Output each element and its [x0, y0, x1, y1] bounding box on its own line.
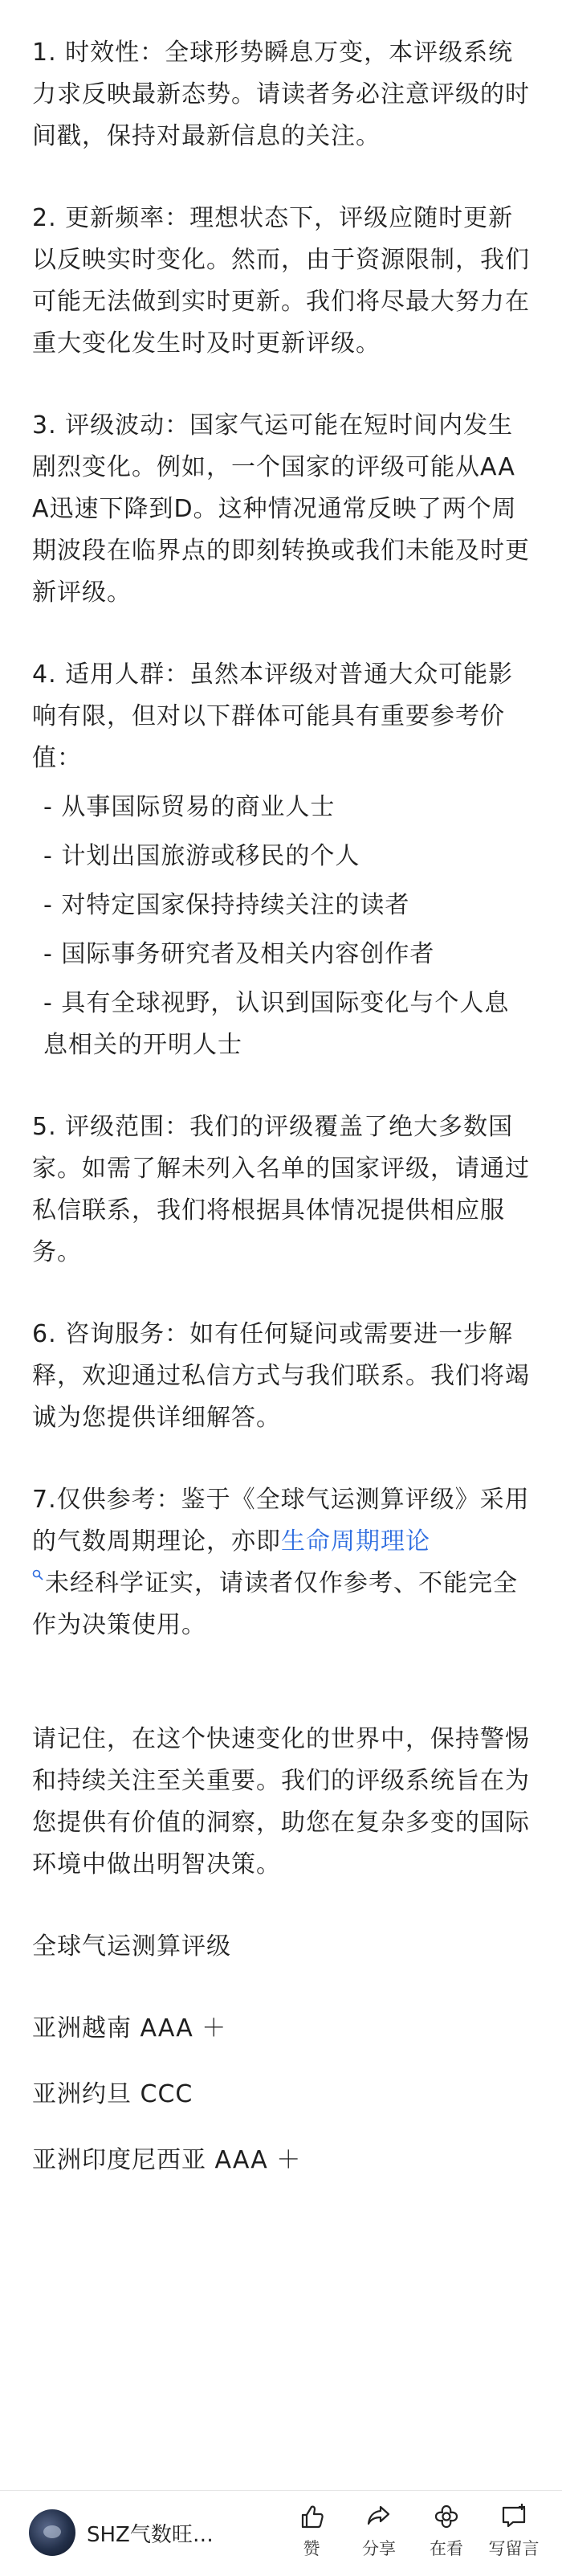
flower-icon — [430, 2500, 462, 2533]
link-text[interactable]: 生命周期理论 — [281, 1527, 430, 1556]
watching-label: 在看 — [430, 2539, 463, 2558]
thumbs-up-icon — [295, 2500, 328, 2533]
list-item: - 国际事务研究者及相关内容创作者 — [43, 940, 435, 968]
rating-row: 亚洲印度尼西亚 AAA ＋ — [32, 2146, 302, 2174]
comment-button[interactable] — [480, 2500, 548, 2560]
reference-text-before: 7.仅供参考：鉴于《全球气运测算评级》采用的气数周期理论，亦即 — [32, 1486, 530, 1556]
rating-row: 亚洲越南 AAA ＋ — [32, 2014, 227, 2042]
paragraph-audience: 4. 适用人群：虽然本评级对普通大众可能影响有限，但对以下群体可能具有重要参考价值： — [32, 660, 514, 772]
search-icon — [32, 1569, 43, 1580]
paragraph-rating-scope: 5. 评级范围：我们的评级覆盖了绝大多数国家。如需了解未列入名单的国家评级，请通过私信联系，我们将根据具体情况提供相应服务。 — [32, 1113, 530, 1266]
reference-text-after: 未经科学证实，请读者仅作参考、不能完全作为决策使用。 — [32, 1569, 518, 1639]
author-name[interactable]: SHZ气数旺… — [87, 2522, 214, 2547]
like-label: 赞 — [303, 2539, 320, 2558]
paragraph-consulting: 6. 咨询服务：如有任何疑问或需要进一步解释，欢迎通过私信方式与我们联系。我们将竭诚为您提供详细解答。 — [32, 1320, 530, 1432]
rating-row: 亚洲约旦 CCC — [32, 2080, 193, 2108]
comment-label: 写留言 — [488, 2539, 540, 2558]
like-button[interactable] — [278, 2500, 345, 2560]
paragraph-reference-only — [32, 1479, 530, 1646]
list-item: - 从事国际贸易的商业人士 — [43, 793, 336, 821]
rating-list-title: 全球气运测算评级 — [32, 1932, 231, 1961]
share-label: 分享 — [362, 2539, 396, 2558]
share-button[interactable] — [345, 2500, 413, 2560]
paragraph-rating-volatility: 3. 评级波动：国家气运可能在短时间内发生剧烈变化。例如，一个国家的评级可能从AAA迅速下降到D。这种情况通常反映了两个周期波段在临界点的即刻转换或我们未能及时更新评级。 — [32, 411, 530, 607]
author-info[interactable] — [29, 2509, 214, 2557]
paragraph-closing: 请记住，在这个快速变化的世界中，保持警惕和持续关注至关重要。我们的评级系统旨在为您提供有价值的洞察，助您在复杂多变的国际环境中做出明智决策。 — [32, 1725, 530, 1879]
list-item: - 计划出国旅游或移民的个人 — [43, 842, 360, 870]
share-icon — [363, 2500, 395, 2533]
avatar[interactable] — [29, 2509, 75, 2556]
audience-list — [32, 787, 530, 1066]
comment-icon — [498, 2500, 530, 2533]
paragraph-update-frequency: 2. 更新频率：理想状态下，评级应随时更新以反映实时变化。然而，由于资源限制，我们可能无法做到实时更新。我们将尽最大努力在重大变化发生时及时更新评级。 — [32, 204, 530, 358]
article-body — [32, 32, 530, 2206]
paragraph-timeliness: 1. 时效性：全球形势瞬息万变，本评级系统力求反映最新态势。请读者务必注意评级的时间戳，保持对最新信息的关注。 — [32, 39, 530, 150]
action-group — [278, 2500, 548, 2560]
list-item: - 对特定国家保持持续关注的读者 — [43, 891, 410, 919]
bottom-action-bar — [0, 2490, 562, 2576]
list-item: - 具有全球视野，认识到国际变化与个人息息相关的开明人士 — [43, 989, 510, 1059]
watching-button[interactable] — [413, 2500, 480, 2560]
